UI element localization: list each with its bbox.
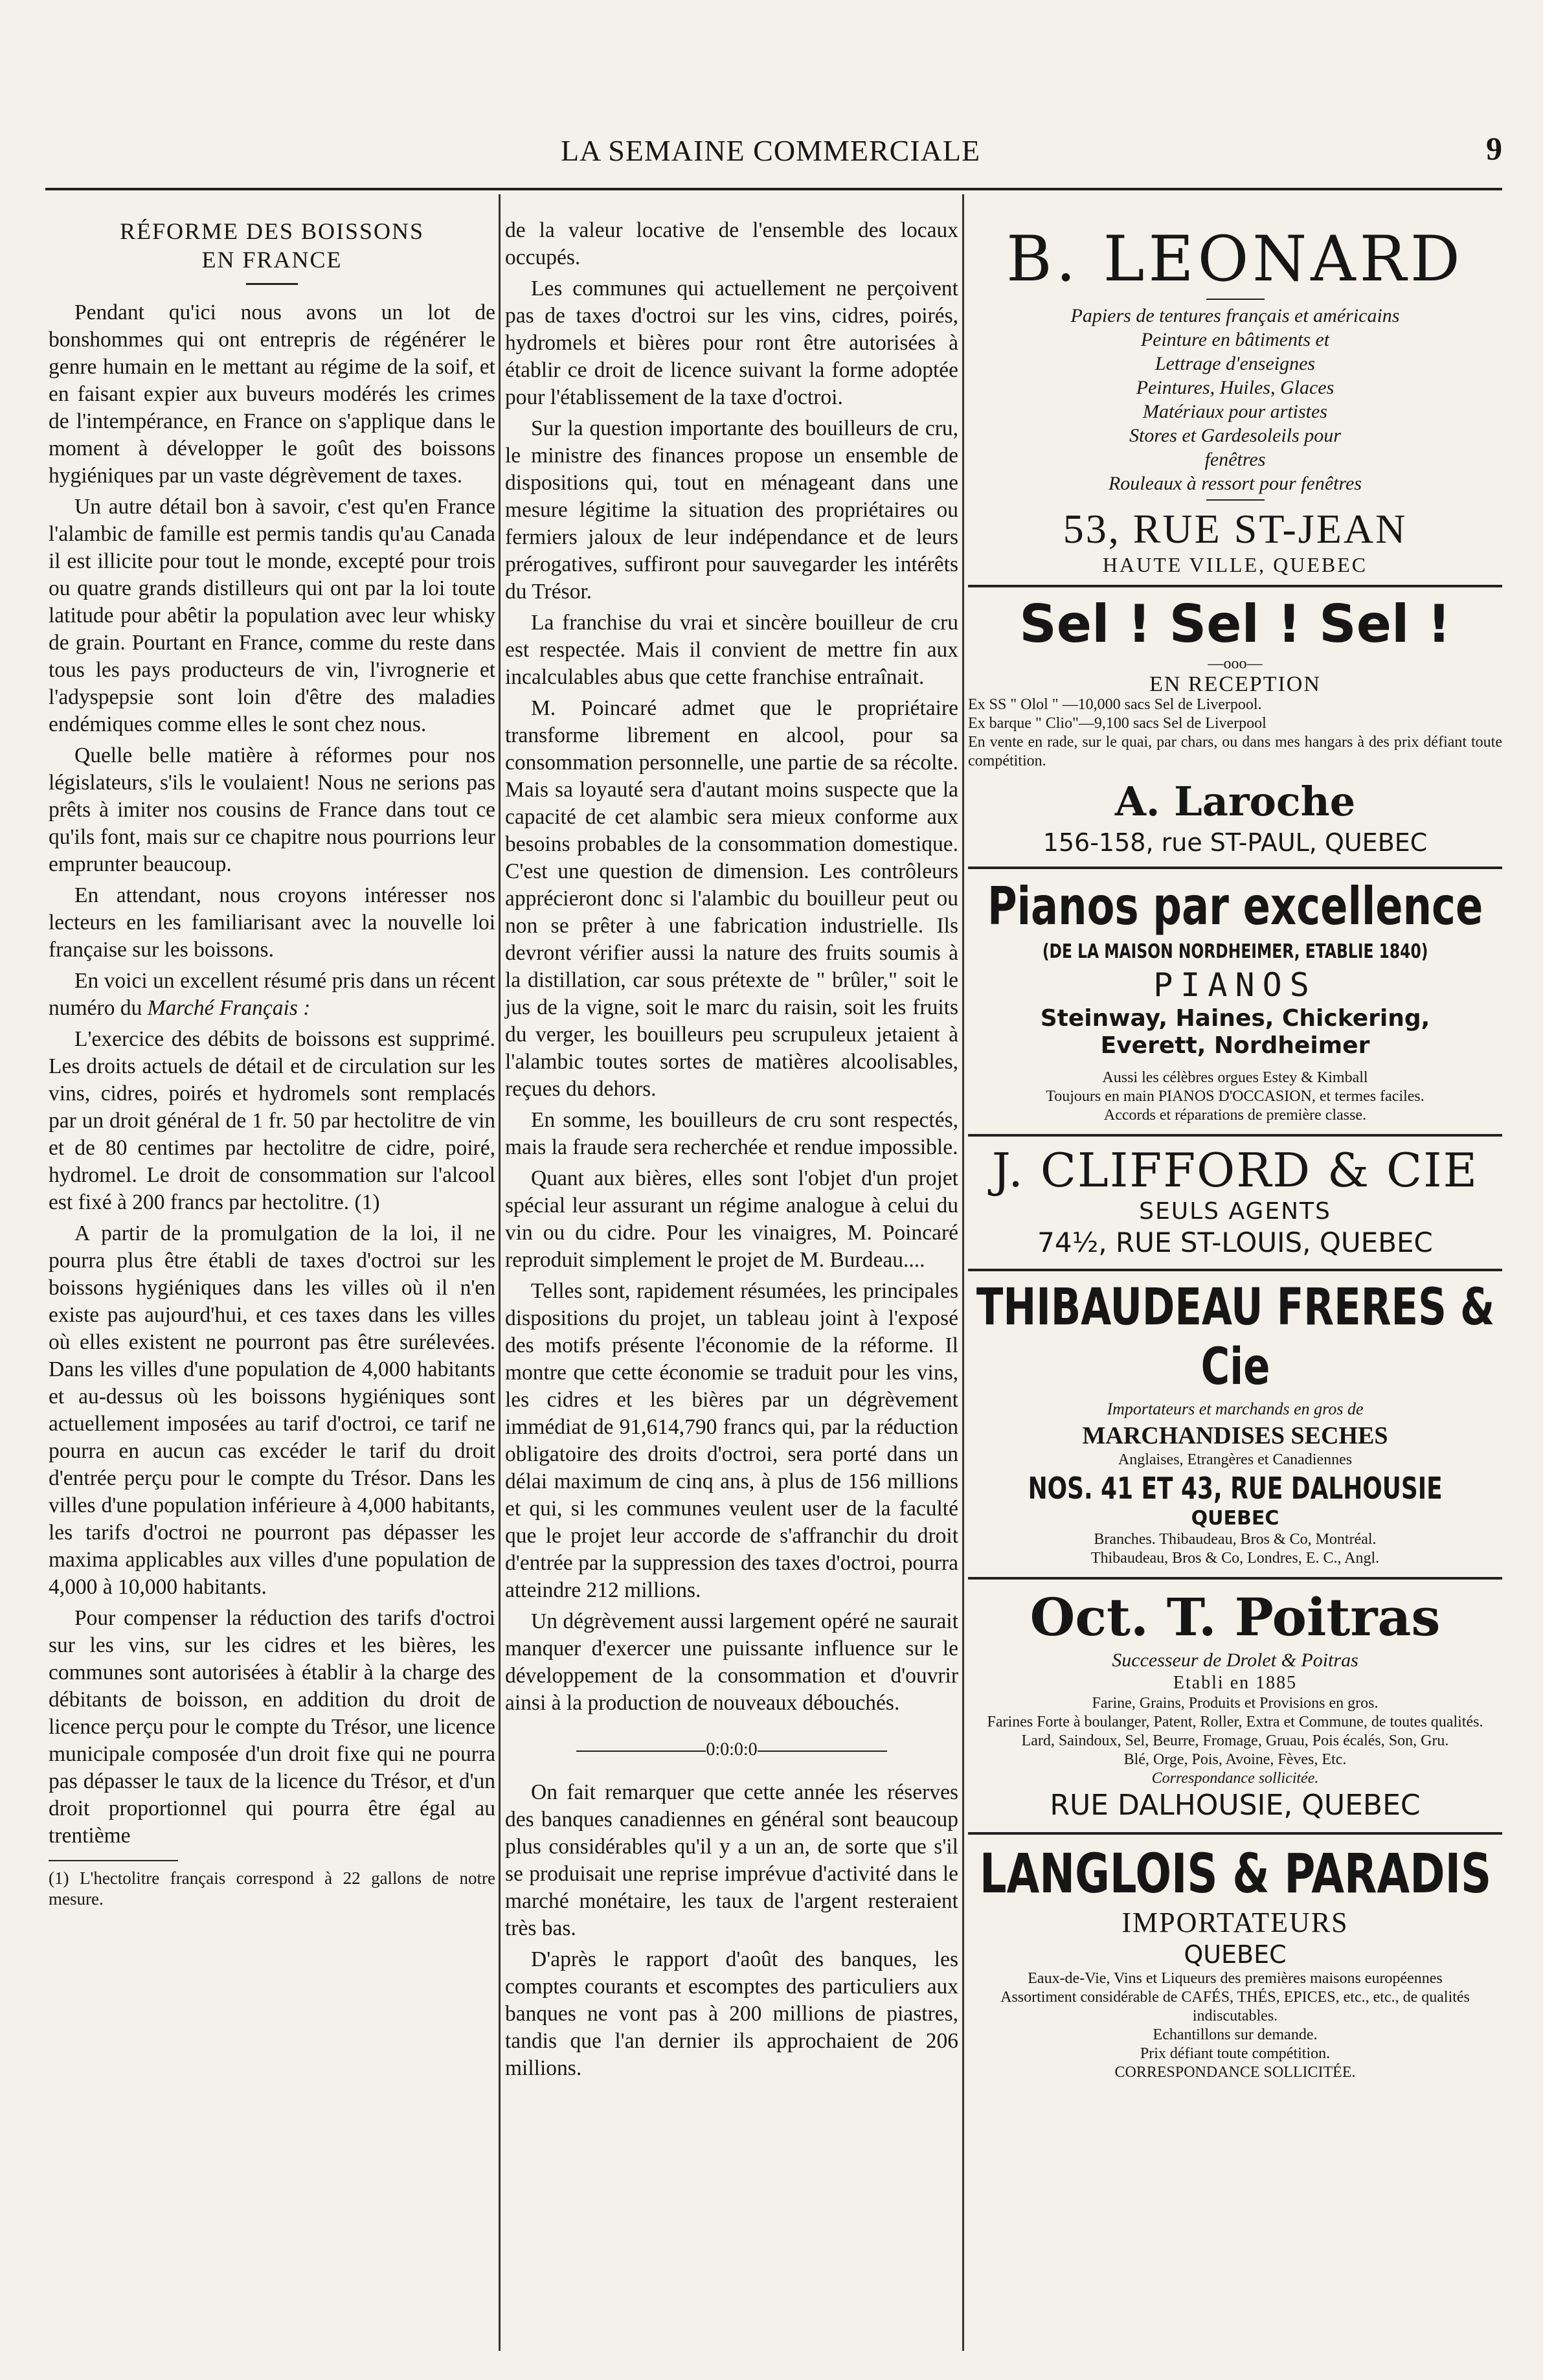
ad-line: Farine, Grains, Produits et Provisions en gros.	[1092, 1695, 1379, 1712]
ad-line: Eaux-de-Vie, Vins et Liqueurs des premières maisons européennes	[1028, 1970, 1443, 1987]
column-1	[49, 217, 495, 1913]
ad-line: Rouleaux à ressort pour fenêtres	[1108, 473, 1362, 494]
page-header	[39, 130, 1502, 168]
ad-thibaudeau-name: THIBAUDEAU FRERES & Cie	[976, 1278, 1494, 1396]
paragraph: L'exercice des débits de boissons est supprimé. Les droits actuels de détail et de circulation sur les vins, cidres, poirés et hydromels sont remplacés par un droit général de 1 fr. 50 par hectolitre de vin et de 80 centimes par hectolitre de cidre, poiré, hydromel. Le droit de consommation sur l'alcool est fixé à 200 francs par hectolitre. (1)	[49, 1027, 495, 1214]
ad-clifford-subtitle: SEULS AGENTS	[1139, 1198, 1331, 1225]
ad-thibaudeau-city: QUEBEC	[1191, 1507, 1279, 1530]
ad-line: Toujours en main PIANOS D'OCCASION, et termes faciles.	[1046, 1088, 1425, 1105]
ad-poitras-address: RUE DALHOUSIE, QUEBEC	[1050, 1789, 1421, 1822]
ad-line: Matériaux pour artistes	[1143, 401, 1327, 422]
newspaper-title: LA SEMAINE COMMERCIALE	[560, 134, 981, 167]
paragraph: Les communes qui actuellement ne perçoivent pas de taxes d'octroi sur les vins, cidres, poirés, hydromels et bières pour ront être autorisées à établir ce droit de licence suivant la forme adoptée pour l'établissement de la taxe d'octroi.	[505, 277, 958, 409]
paragraph: Quelle belle matière à réformes pour nos législateurs, s'ils le voulaient! Nous ne serions pas prêts à imiter nos cousins de France dans tout ce qu'ils font, mais sur ce chapitre nous pourrions leur emprunter beaucoup.	[49, 743, 495, 876]
ad-line: Farines Forte à boulanger, Patent, Roller, Extra et Commune, de toutes qualités.	[987, 1714, 1483, 1730]
ad-thibaudeau-address: NOS. 41 ET 43, RUE DALHOUSIE	[1028, 1471, 1443, 1506]
ad-line: Peintures, Huiles, Glaces	[1136, 377, 1335, 398]
ad-line: Anglaises, Etrangères et Canadiennes	[1118, 1451, 1353, 1468]
ad-line: Correspondance sollicitée.	[1151, 1770, 1319, 1787]
ad-clifford	[968, 1137, 1502, 1271]
footnote-rule	[49, 1860, 178, 1861]
ad-pianos-headline: Pianos par excellence	[987, 876, 1483, 936]
ad-line: Papiers de tentures français et américains	[1070, 305, 1400, 326]
advertisements-column	[968, 217, 1502, 2091]
section-separator	[505, 1736, 958, 1763]
ad-line: Lard, Saindoux, Sel, Beurre, Fromage, Gruau, Pois écalés, Son, Gru.	[1021, 1732, 1449, 1749]
column-divider-2	[962, 194, 964, 2351]
ad-sel	[968, 587, 1502, 869]
ad-sel-address: 156-158, rue ST-PAUL, QUEBEC	[1042, 828, 1428, 857]
ad-line: Ex barque " Clio"—9,100 sacs Sel de Liverpool	[968, 715, 1267, 732]
ad-sel-ornament: —ooo—	[1208, 655, 1263, 672]
paragraph: On fait remarquer que cette année les réserves des banques canadiennes en général sont beaucoup plus considérables qu'il y a un an, de sorte que s'il se produisait une reprise imprévue d'activité dans le marché monétaire, les taux de l'argent resteraient très bas.	[505, 1780, 958, 1940]
paragraph: de la valeur locative de l'ensemble des locaux occupés.	[505, 218, 958, 269]
ad-pianos-brands-2: Everett, Nordheimer	[1100, 1032, 1370, 1059]
paragraph	[49, 968, 495, 1022]
ad-line: Peinture en bâtiments et	[1140, 329, 1330, 350]
ad-line: Assortiment considérable de CAFÉS, THÉS, EPICES, etc., etc., de qualités indiscutables.	[1000, 1989, 1470, 2024]
ad-sel-merchant: A. Laroche	[1114, 778, 1356, 825]
ad-langlois-subtitle: IMPORTATEURS	[1121, 1907, 1349, 1938]
paragraph-text: En voici un excellent résumé pris dans un récent numéro du	[49, 969, 495, 1020]
separator-text: 0:0:0:0	[706, 1740, 758, 1760]
paragraph: La franchise du vrai et sincère bouilleur de cru est respectée. Mais il convient de mettre fin aux incalculables abus que cette franchise entraînait.	[505, 611, 958, 689]
ad-line: Thibaudeau, Bros & Co, Londres, E. C., Angl.	[1090, 1550, 1380, 1567]
ad-poitras	[968, 1580, 1502, 1835]
paragraph: Quant aux bières, elles sont l'objet d'un projet spécial leur assurant un régime analogue à celui du vin ou du cidre. Pour les vinaigres, M. Poincaré reproduit simplement le projet de M. Burdeau....	[505, 1166, 958, 1272]
ad-line: Branches. Thibaudeau, Bros & Co, Montréal.	[1094, 1531, 1377, 1548]
ad-pianos	[968, 869, 1502, 1137]
ad-line: fenêtres	[1204, 449, 1266, 470]
ad-line: Successeur de Drolet & Poitras	[1112, 1649, 1358, 1671]
ad-line: Aussi les célèbres orgues Estey & Kimball	[1102, 1069, 1368, 1086]
column-2	[505, 217, 958, 2086]
paragraph: En somme, les bouilleurs de cru sont respectés, mais la fraude sera recherchée et rendue impossible.	[505, 1108, 958, 1159]
paragraph: Telles sont, rapidement résumées, les principales dispositions du projet, un tableau joint à l'exposé des motifs présente l'économie de la réforme. Il montre que cette économie se traduit pour les vins, les cidres et les bières par un dégrèvement immédiat de 91,614,790 francs qui, par la réduction obligatoire des droits d'octroi, sera porté dans un délai maximum de cinq ans, à plus de 156 millions et qui, si les communes veulent user de la faculté que le projet leur accorde de s'affranchir du droit d'entrée par la suppression des taxes d'octroi, pourra atteindre 212 millions.	[505, 1279, 958, 1602]
paragraph: Pour compenser la réduction des tarifs d'octroi sur les vins, sur les cidres et les bières, les communes sont autorisées à établir à la charge des débitants de boisson, en addition du droit de licence perçu pour le compte du Trésor, une licence municipale composée d'un droit fixe qui ne pourra pas dépasser le taux de la licence du Trésor, et d'un droit proportionnel qui pourra être égal au trentième	[49, 1606, 495, 1848]
ad-thibaudeau-goods: MARCHANDISES SECHES	[1082, 1422, 1388, 1449]
paragraph: Sur la question importante des bouilleurs de cru, le ministre des finances propose un ensemble de dispositions qui, tout en ménageant dans une mesure légitime la situation des propriétaires ou fermiers jaloux de leur indépendance et de leurs prérogatives, suffiront pour sauvegarder les intérêts du Trésor.	[505, 416, 958, 604]
article-title-line-2: EN FRANCE	[201, 247, 343, 273]
ad-line: Lettrage d'enseignes	[1154, 353, 1316, 374]
ad-line: En vente en rade, sur le quai, par chars, ou dans mes hangars à des prix défiant toute compétition.	[968, 734, 1502, 769]
paragraph: M. Poincaré admet que le propriétaire transforme librement en alcool, pour sa consommation personnelle, une partie de sa récolte. Mais sa loyauté sera d'autant moins suspecte que la capacité de cet alambic sera mieux conforme aux besoins probables de la consommation domestique. C'est une question de dimension. Les contrôleurs apprécieront donc si l'alambic du bouilleur peut ou non se prêter à une fabrication industrielle. Ils devront vérifier aussi la nature des fruits soumis à la distillation, car sous prétexte de " brûler," soit le jus de la vigne, soit le marc du raisin, soit les fruits du verger, les bouilleurs peu scrupuleux jetaient à l'alambic toutes sortes de matières alcoolisables, reçues du dehors.	[505, 696, 958, 1101]
paragraph: Pendant qu'ici nous avons un lot de bonshommes qui ont entrepris de régénérer le genre humain en le mettant au régime de la soif, et en faisant expier aux buveurs modérés les crimes de l'intempérance, en France on s'applique dans le moment à développer le goût des boissons hygiéniques par un vaste dégrèvement de taxes.	[49, 300, 495, 488]
ad-line: CORRESPONDANCE SOLLICITÉE.	[1114, 2064, 1356, 2081]
ad-leonard	[968, 217, 1502, 587]
ad-langlois-name: LANGLOIS & PARADIS	[979, 1842, 1491, 1905]
paragraph: D'après le rapport d'août des banques, les comptes courants et escomptes des particuliers aux banques ne vont pas à 200 millions de piastres, tandis que l'an dernier ils approchaient de 206 millions.	[505, 1947, 958, 2080]
ad-line: Accords et réparations de première classe.	[1103, 1107, 1367, 1124]
ad-clifford-name: J. CLIFFORD & CIE	[991, 1143, 1479, 1197]
ad-sel-subtitle: EN RECEPTION	[1149, 672, 1321, 696]
ad-line: Importateurs et marchands en gros de	[1107, 1400, 1364, 1418]
ad-line: Stores et Gardesoleils pour	[1129, 425, 1341, 446]
ad-thibaudeau	[968, 1271, 1502, 1580]
ad-line: Ex SS " Olol " —10,000 sacs Sel de Liverpool.	[968, 696, 1262, 713]
header-rule	[45, 188, 1502, 190]
ad-poitras-name: Oct. T. Poitras	[1030, 1587, 1441, 1648]
ad-line: Prix défiant toute compétition.	[1140, 2045, 1331, 2062]
article-title	[49, 217, 495, 274]
paragraph: Un dégrèvement aussi largement opéré ne saurait manquer d'exercer une puissante influence sur le développement de la consommation et d'ouvrir ainsi à la production de nouveaux débouchés.	[505, 1609, 958, 1715]
ad-leonard-name: B. LEONARD	[1006, 223, 1464, 295]
ad-pianos-subtitle: (DE LA MAISON NORDHEIMER, ETABLIE 1840)	[1042, 940, 1428, 963]
paragraph: En attendant, nous croyons intéresser nos lecteurs en les familiarisant avec la nouvelle loi française sur les boissons.	[49, 883, 495, 962]
ad-line: Etabli en 1885	[1173, 1673, 1298, 1693]
page-number: 9	[1486, 130, 1502, 166]
ad-langlois-city: QUEBEC	[1184, 1940, 1287, 1969]
ad-langlois	[968, 1835, 1502, 2091]
ad-clifford-address: 74½, RUE ST-LOUIS, QUEBEC	[1037, 1227, 1433, 1258]
ad-leonard-address: 53, RUE ST-JEAN	[1063, 506, 1408, 552]
ad-line: Echantillons sur demande.	[1153, 2026, 1318, 2043]
ad-line: Blé, Orge, Pois, Avoine, Fèves, Etc.	[1123, 1751, 1347, 1768]
publication-name: Marché Français :	[147, 996, 311, 1020]
ad-sel-headline: Sel ! Sel ! Sel !	[1019, 594, 1451, 654]
rule	[1206, 299, 1265, 300]
footnote: (1) L'hectolitre français correspond à 22 gallons de notre mesure.	[49, 1868, 495, 1909]
article-title-line-1: RÉFORME DES BOISSONS	[119, 218, 425, 244]
column-divider-1	[499, 194, 501, 2351]
ad-pianos-brands-1: Steinway, Haines, Chickering,	[1040, 1005, 1430, 1032]
paragraph: A partir de la promulgation de la loi, il ne pourra plus être établi de taxes d'octroi sur les boissons hygiéniques dans les villes où il n'en existe pas aujourd'hui, et ces taxes dans les villes où elles existent ne pourront pas être surélevées. Dans les villes d'une population de 4,000 habitants et au-dessus où les boissons hygiéniques sont actuellement imposées au tarif d'octroi, ce tarif ne pourra en aucun cas excéder le tarif du droit d'entrée perçu pour le compte du Trésor. Dans les villes d'une population inférieure à 4,000 habitants, les tarifs d'octroi ne pourront pas dépasser les maxima applicables aux villes d'une population de 4,000 à 10,000 habitants.	[49, 1221, 495, 1599]
ad-pianos-pianos: PIANOS	[1153, 966, 1317, 1004]
title-rule	[246, 283, 298, 285]
rule	[1206, 499, 1265, 501]
paragraph: Un autre détail bon à savoir, c'est qu'en France l'alambic de famille est permis tandis qu'au Canada il est illicite pour tout le monde, excepté pour trois ou quatre grands distilleurs qui ont par la loi toute latitude pour abêtir la population avec leur whisky de grain. Pourtant en France, comme du reste dans tous les pays producteurs de vin, l'ivrognerie et l'adyspepsie sont loin d'être des maladies endémiques comme elles le sont chez nous.	[49, 495, 495, 736]
ad-leonard-city: HAUTE VILLE, QUEBEC	[1102, 553, 1368, 576]
